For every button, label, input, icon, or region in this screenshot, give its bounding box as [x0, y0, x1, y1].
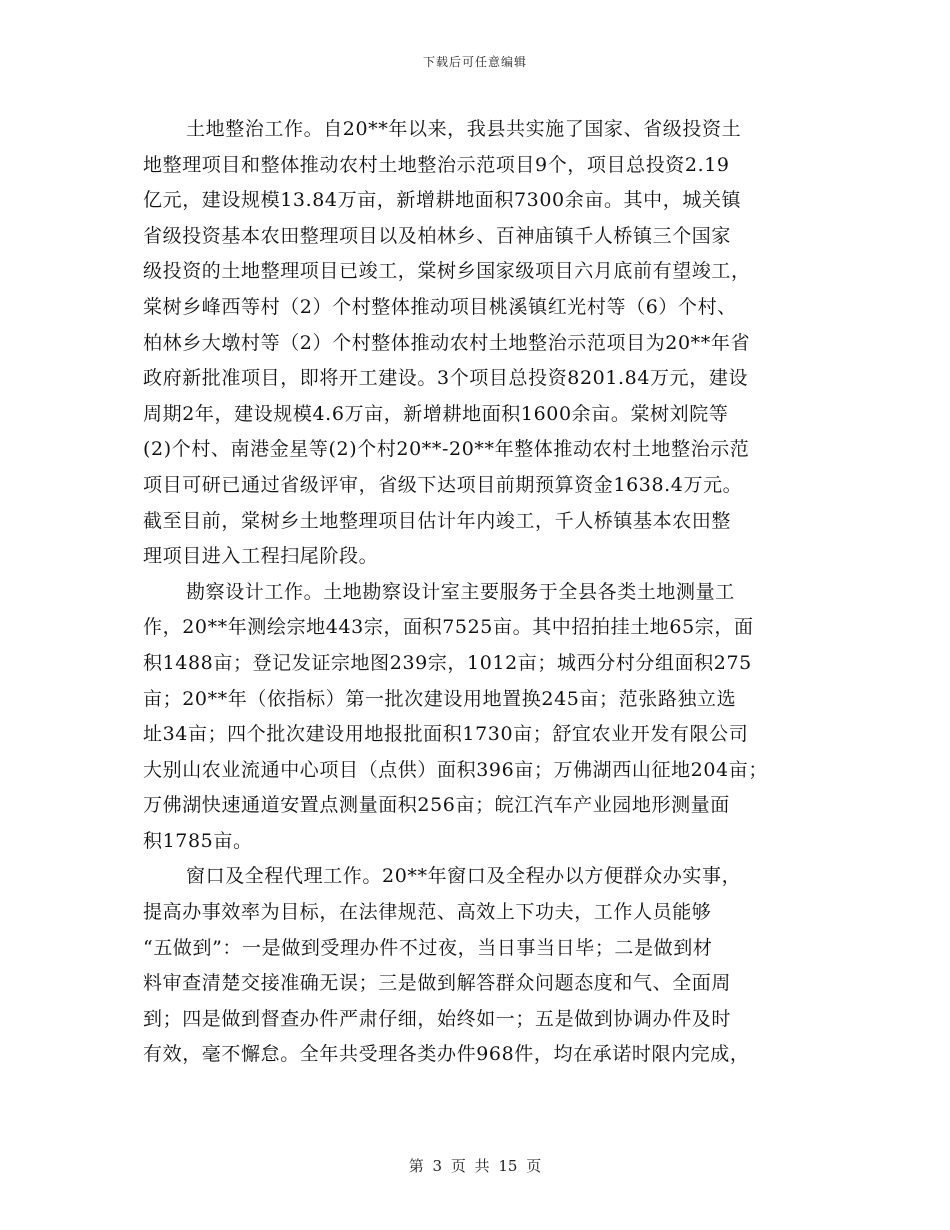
text-line: 棠树乡峰西等村（2）个村整体推动项目桃溪镇红光村等（6）个村、	[143, 295, 737, 318]
text-line: 料审查清楚交接准确无误；三是做到解答群众问题态度和气、全面周	[143, 972, 732, 995]
text-line: 有效，毫不懈怠。全年共受理各类办件968件，均在承诺时限内完成，	[143, 1043, 750, 1066]
paragraph-window-service	[143, 859, 808, 1073]
text-line: 截至目前，棠树乡土地整理项目估计年内竣工，千人桥镇基本农田整	[143, 509, 732, 532]
text-line: 省级投资基本农田整理项目以及柏林乡、百神庙镇千人桥镇三个国家	[143, 224, 732, 247]
text-line: 勘察设计工作。土地勘察设计室主要服务于全县各类土地测量工	[186, 580, 735, 603]
text-line: 作，20**年测绘宗地443宗，面积7525亩。其中招拍挂土地65宗，面	[143, 616, 754, 639]
paragraph-land-remediation	[143, 112, 808, 575]
text-line: 亩；20**年（依指标）第一批次建设用地置换245亩；范张路独立选	[143, 687, 737, 710]
text-line: “五做到”：一是做到受理办件不过夜，当日事当日毕；二是做到材	[143, 936, 713, 959]
text-line: 亿元，建设规模13.84万亩，新增耕地面积7300余亩。其中，城关镇	[143, 189, 742, 212]
text-line: 积1488亩；登记发证宗地图239宗，1012亩；城西分村分组面积275	[143, 651, 752, 674]
page-number-footer: 第 3 页 共 15 页	[408, 1157, 542, 1175]
text-line: (2)个村、南港金星等(2)个村20**-20**年整体推动农村土地整治示范	[143, 438, 750, 461]
text-line: 址34亩；四个批次建设用地报批面积1730亩；舒宜农业开发有限公司	[143, 723, 749, 746]
text-line: 地整理项目和整体推动农村土地整治示范项目9个，项目总投资2.19	[143, 153, 730, 176]
text-line: 积1785亩。	[143, 829, 253, 852]
text-line: 提高办事效率为目标，在法律规范、高效上下功夫，工作人员能够	[143, 901, 712, 924]
page-header: 下载后可任意编辑	[422, 55, 527, 69]
text-line: 周期2年，建设规模4.6万亩，新增耕地面积1600余亩。棠树刘院等	[143, 402, 729, 425]
text-line: 万佛湖快速通道安置点测量面积256亩；皖江汽车产业园地形测量面	[143, 794, 730, 817]
text-line: 级投资的土地整理项目已竣工，棠树乡国家级项目六月底前有望竣工，	[143, 260, 751, 283]
text-line: 窗口及全程代理工作。20**年窗口及全程办以方便群众办实事，	[186, 865, 742, 888]
text-line: 政府新批准项目，即将开工建设。3个项目总投资8201.84万元，建设	[143, 367, 749, 390]
text-line: 到；四是做到督查办件严肃仔细，始终如一；五是做到协调办件及时	[143, 1007, 732, 1030]
text-line: 大别山农业流通中心项目（点供）面积396亩；万佛湖西山征地204亩；	[143, 758, 768, 781]
paragraph-survey-design	[143, 575, 808, 860]
document-body	[143, 112, 808, 1073]
text-line: 理项目进入工程扫尾阶段。	[143, 545, 379, 568]
text-line: 土地整治工作。自20**年以来，我县共实施了国家、省级投资土	[186, 118, 742, 140]
text-line: 项目可研已通过省级评审，省级下达项目前期预算资金1638.4万元。	[143, 473, 743, 496]
text-line: 柏林乡大墩村等（2）个村整体推动农村土地整治示范项目为20**年省	[143, 331, 751, 354]
